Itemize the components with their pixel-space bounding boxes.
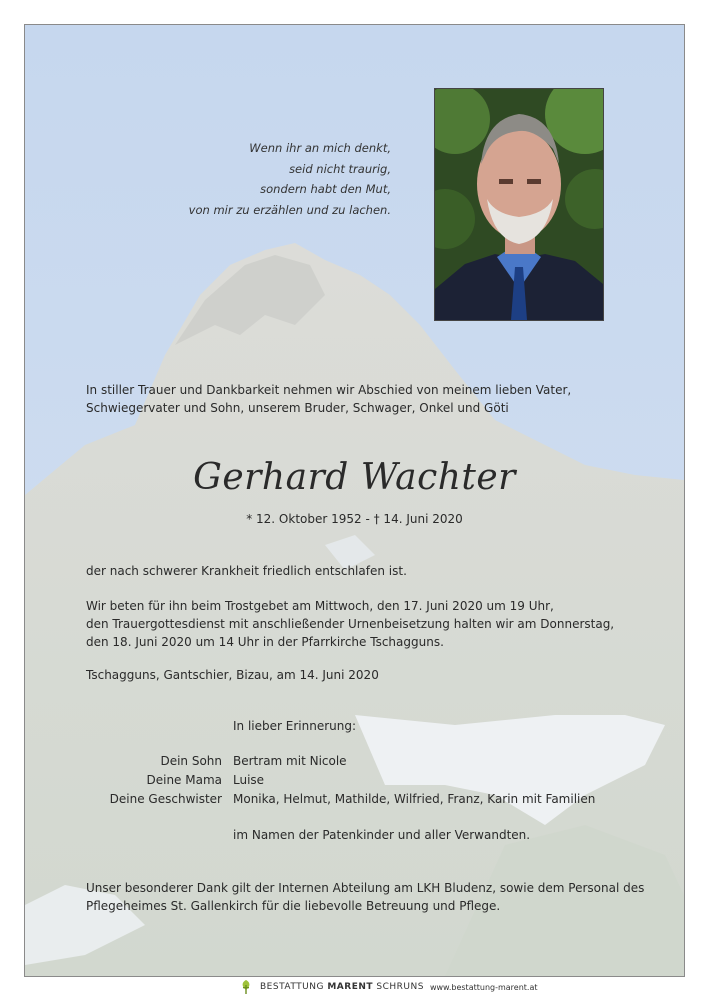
thanks-text [86, 879, 644, 915]
service-line: Wir beten für ihn beim Trostgebet am Mittwoch, den 17. Juni 2020 um 19 Uhr, [86, 599, 554, 613]
mourner-names: Bertram mit Nicole [233, 754, 347, 768]
deceased-name: Gerhard Wachter [193, 457, 516, 498]
memory-heading: In lieber Erinnerung: [233, 719, 357, 733]
quote-line: sondern habt den Mut, [260, 182, 391, 196]
footer-town: SCHRUNS [376, 982, 424, 992]
mourner-relation: Deine Geschwister [109, 792, 222, 806]
service-line: den Trauergottesdienst mit anschließender Urnenbeisetzung halten wir am Donnerstag, [86, 617, 615, 631]
service-line: den 18. Juni 2020 um 14 Uhr in der Pfarrkirche Tschagguns. [86, 635, 444, 649]
quote-line: von mir zu erzählen und zu lachen. [188, 202, 391, 217]
place-date: Tschagguns, Gantschier, Bizau, am 14. Juni 2020 [86, 668, 379, 682]
footer-brand [260, 982, 424, 992]
quote-line: Wenn ihr an mich denkt, [249, 141, 391, 155]
mourner-names: Luise [233, 773, 265, 787]
mourner-relation: Deine Mama [146, 773, 222, 787]
memorial-quote [189, 138, 391, 220]
thanks-line: Unser besonderer Dank gilt der Internen Abteilung am LKH Bludenz, sowie dem Personal des [86, 881, 645, 895]
leaf-cross-icon [238, 979, 254, 995]
intro-text [86, 381, 571, 417]
thanks-line: Pflegeheimes St. Gallenkirch für die liebevolle Betreuung und Pflege. [86, 899, 501, 913]
footer-brand-name: MARENT [327, 982, 374, 992]
service-text [86, 597, 614, 651]
footer-prefix: BESTATTUNG [260, 982, 324, 992]
intro-line: Schwiegervater und Sohn, unserem Bruder, Schwager, Onkel und Göti [86, 401, 509, 415]
life-dates: * 12. Oktober 1952 - † 14. Juni 2020 [246, 512, 463, 526]
mourner-names: Monika, Helmut, Mathilde, Wilfried, Franz, Karin mit Familien [233, 792, 596, 806]
intro-line: In stiller Trauer und Dankbarkeit nehmen wir Abschied von meinem lieben Vater, [86, 383, 572, 397]
relatives-note: im Namen der Patenkinder und aller Verwandten. [233, 828, 531, 842]
death-note: der nach schwerer Krankheit friedlich entschlafen ist. [86, 564, 407, 578]
quote-line: seid nicht traurig, [289, 161, 391, 176]
footer-url[interactable]: www.bestattung-marent.at [429, 982, 538, 992]
funeral-home-footer [238, 977, 538, 997]
portrait-photo [434, 88, 604, 321]
mourner-relation: Dein Sohn [160, 754, 222, 768]
obituary-card [24, 24, 685, 977]
